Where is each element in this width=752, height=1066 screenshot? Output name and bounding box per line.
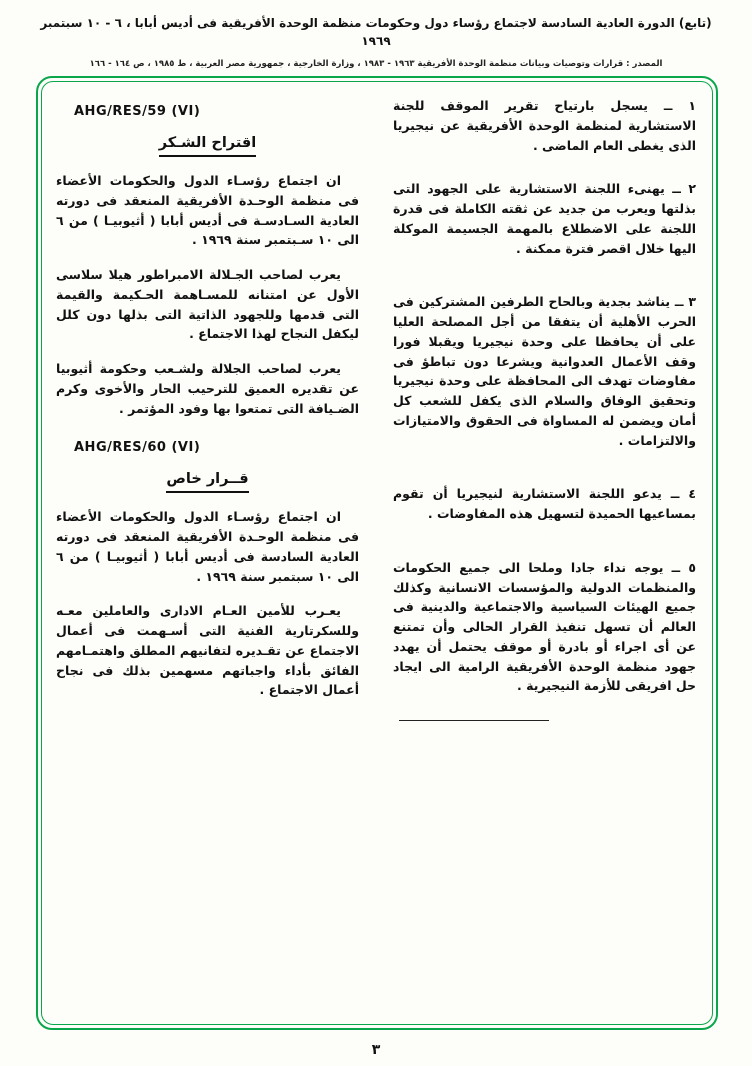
resolution-59-title-text: اقتراح الشـكر <box>159 135 256 157</box>
res59-paragraph-1: ان اجتماع رؤسـاء الدول والحكومات الأعضاء فى منظمة الوحـدة الأفريقية المنعقد فى دورته العادية السـادسـة فى أديس أبابا ( أثيوبيـا ) من ٦ الى ١٠ سـبتمبر سنة ١٩٦٩ . <box>56 173 359 248</box>
res60-paragraph-2: يعـرب للأمين العـام الادارى والعاملين معـه وللسكرتارية الفنية التى أسـهمت فى أعمال الاجتماع عن تقـديره لتفانيهم المطلق واهتمـامهم الفائق بأداء واجباتهم مسهمين بذلك فى نجاح أعمال الاجتماع . <box>56 603 359 698</box>
res59-paragraph-3: يعرب لصاحب الجلالة ولشـعب وحكومة أثيوبيا عن تقديره العميق للترحيب الحار والأخوى وكرم الضـيافة التى تمتعوا بها وفود المؤتمر . <box>56 361 359 416</box>
end-of-text-divider <box>399 720 549 721</box>
left-column <box>56 96 359 996</box>
resolution-59-label: AHG/RES/59 (VI) <box>74 104 201 119</box>
document-title: (تابع) الدورة العادية السادسة لاجتماع رؤساء دول وحكومات منظمة الوحدة الأفريقية فى أديس أبابا ، ٦ - ١٠ سبتمبر ١٩٦٩ <box>40 16 712 48</box>
clause-1: ١ ــ يسجل بارتياح تقرير الموقف للجنة الاستشارية لمنظمة الوحدة الأفريقية عن نيجيريا الذى يغطى العام الماضى . <box>393 98 696 153</box>
source-citation: المصدر : قرارات وتوصيات وبيانات منظمة الوحدة الأفريقية ١٩٦٣ - ١٩٨٣ ، وزارة الخارجية ، جمهورية مصر العربية ، ط ١٩٨٥ ، ص ١٦٤ - ١٦٦ <box>89 59 663 69</box>
clause-3: ٣ ــ يناشد بجدية وبالحاح الطرفين المشتركين فى الحرب الأهلية أن يتفقا من أجل المصلحة العليا على أن يحافظا على وحدة نيجيريا ويقبلا فورا وقف الأعمال العدوانية ويشرعا دون تباطؤ فى مفاوضات تهدف الى المحافظة على وحدة نيجيريا وتحقيق الوفاق والسلام الذى يكفل للشعب كل أمان ويضمن له المساواة فى الحقوق والامتيازات والالتزامات . <box>393 294 696 448</box>
res59-paragraph-2: يعرب لصاحب الجـلالة الامبراطور هيلا سلاسى الأول عن امتنانه للمسـاهمة الحـكيمة والقيمة التى قدمها وللجهود الذاتية التى بذلها دون كلل ليكفل النجاح لهذا الاجتماع . <box>56 267 359 342</box>
resolution-60-title <box>56 471 359 487</box>
resolution-60-label: AHG/RES/60 (VI) <box>74 440 201 456</box>
res60-paragraph-1: ان اجتماع رؤسـاء الدول والحكومات الأعضاء فى منظمة الوحـدة الأفريقية المنعقد فى دورته العادية السادسة فى أديس أبابا ( أثيوبيـا ) من ٦ الى ١٠ سبتمبر سنة ١٩٦٩ . <box>56 509 359 584</box>
clause-2: ٢ ــ يهنىء اللجنة الاستشارية على الجهود التى بذلتها ويعرب من جديد عن ثقته الكاملة فى قدرة اللجنة على الاضطلاع بالمهمة الجسيمة الموكلة اليها خلال اقصر فترة ممكنة . <box>393 181 696 256</box>
right-column <box>393 96 696 996</box>
page-number: ٣ <box>371 1042 381 1058</box>
document-body <box>56 96 696 996</box>
clause-4: ٤ ــ يدعو اللجنة الاستشارية لنيجيريا أن تقوم بمساعيها الحميدة لتسهيل هذه المفاوضات . <box>393 486 696 521</box>
resolution-60-title-text: قــرار خاص <box>166 471 248 493</box>
clause-5: ٥ ــ يوجه نداء جادا وملحا الى جميع الحكومات والمنظمات الدولية والمؤسسات الانسانية وكذلك جميع الهيئات السياسية والاجتماعية والدينية فى العالم أن تسهل تنفيذ القرار الحالى وأن تمتنع عن أى اجراء أو بادرة أو موقف يحتمل أن يهدد جهود منظمة الوحدة الأفريقية الرامية الى ايجاد حل افريقى للأزمة النيجيرية . <box>393 559 696 694</box>
resolution-59-title <box>56 135 359 151</box>
document-header <box>28 14 724 71</box>
